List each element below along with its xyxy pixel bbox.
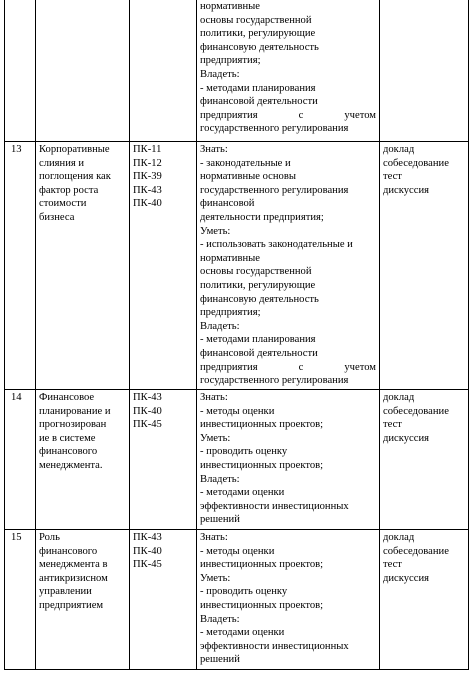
assessment-form: доклад (383, 392, 415, 403)
outcome-line: эффективности инвестиционных (200, 640, 349, 652)
topic-cell (36, 0, 130, 142)
outcome-line: нормативные (200, 1, 260, 12)
word: учетом (344, 109, 376, 121)
topic-cell (36, 142, 130, 390)
outcome-line: государственного регулирования (200, 375, 349, 387)
topic-line: менеджмента в (39, 559, 108, 571)
competency-code: ПК-43 (133, 392, 162, 403)
outcome-line: Владеть: (200, 320, 240, 332)
outcome-line: Знать: (200, 532, 228, 543)
outcome-line: финансовой деятельности (200, 96, 318, 108)
topic-line: фактор роста (39, 184, 99, 196)
competency-codes-cell (130, 390, 197, 530)
assessment-form: собеседование (383, 545, 449, 557)
competency-code: ПК-39 (133, 171, 162, 183)
assessment-form: дискуссия (383, 184, 430, 196)
learning-outcomes-cell (197, 390, 380, 530)
outcome-line: финансовую деятельность (200, 293, 319, 305)
table-row (5, 530, 469, 670)
assessment-forms-cell (380, 142, 469, 390)
topic-line: поглощения как (39, 171, 111, 183)
outcome-line: Уметь: (200, 432, 231, 444)
topic-line: антикризисном (39, 572, 108, 584)
outcome-line: финансовой (200, 198, 255, 210)
row-number: 15 (5, 530, 36, 670)
row-number: 14 (5, 390, 36, 530)
outcome-line: - проводить оценку (200, 446, 288, 458)
topic-line: слияния и (39, 157, 85, 169)
outcome-line: Знать: (200, 144, 228, 155)
outcome-line: - методами оценки (200, 627, 285, 639)
topic-line: планирование и (39, 405, 111, 417)
table-body (5, 0, 469, 670)
competency-code: ПК-45 (133, 559, 162, 571)
competency-codes-cell (130, 530, 197, 670)
topic-cell (36, 390, 130, 530)
outcome-line: нормативные основы (200, 171, 296, 183)
outcome-line: - методы оценки (200, 405, 275, 417)
outcome-line: деятельности предприятия; (200, 211, 324, 223)
outcome-line: предприятия; (200, 307, 261, 319)
topic-line: Роль (39, 532, 60, 543)
assessment-form: доклад (383, 144, 415, 155)
competency-code: ПК-43 (133, 532, 162, 543)
outcome-line: решений (200, 654, 240, 666)
outcome-line: - проводить оценку (200, 586, 288, 598)
word: с (298, 361, 304, 373)
outcome-line: эффективности инвестиционных (200, 500, 349, 512)
topic-cell (36, 530, 130, 670)
competency-table (4, 0, 469, 670)
outcome-line: - методами планирования (200, 334, 316, 346)
outcome-line: государственного регулирования (200, 184, 349, 196)
outcome-line: основы государственной (200, 14, 312, 26)
topic-line: финансового (39, 545, 98, 557)
assessment-form: тест (383, 559, 402, 571)
competency-codes-cell (130, 0, 197, 142)
competency-code: ПК-40 (133, 198, 162, 210)
outcome-line: Знать: (200, 392, 228, 403)
assessment-forms-cell (380, 390, 469, 530)
topic-line: стоимости (39, 198, 87, 210)
learning-outcomes-cell (197, 142, 380, 390)
table-row (5, 390, 469, 530)
outcome-line: Владеть: (200, 613, 240, 625)
topic-line: прогнозирован (39, 419, 107, 431)
outcome-line: Уметь: (200, 572, 231, 584)
word: предприятия (200, 361, 258, 373)
table-row (5, 142, 469, 390)
outcome-line: инвестиционных проектов; (200, 599, 324, 611)
outcome-line: - методами оценки (200, 487, 285, 499)
word: с (298, 109, 304, 121)
assessment-form: доклад (383, 532, 415, 543)
outcome-line (200, 109, 376, 123)
assessment-form: дискуссия (383, 432, 430, 444)
assessment-forms-cell (380, 530, 469, 670)
outcome-line: государственного регулирования (200, 123, 349, 135)
competency-code: ПК-40 (133, 545, 162, 557)
outcome-line: нормативные (200, 252, 260, 264)
outcome-line: инвестиционных проектов; (200, 559, 324, 571)
outcome-line: - методы оценки (200, 545, 275, 557)
outcome-line: инвестиционных проектов; (200, 419, 324, 431)
topic-line: менеджмента. (39, 459, 103, 471)
outcome-line: Владеть: (200, 473, 240, 485)
outcome-line: Уметь: (200, 225, 231, 237)
outcome-line: - использовать законодательные и (200, 239, 353, 251)
word: учетом (344, 361, 376, 373)
competency-code: ПК-43 (133, 184, 162, 196)
outcome-line: Владеть: (200, 68, 240, 80)
outcome-line: финансовую деятельность (200, 41, 319, 53)
outcome-line: политики, регулирующие (200, 28, 316, 40)
outcome-line: финансовой деятельности (200, 347, 318, 359)
topic-line: Финансовое (39, 392, 95, 403)
outcome-line: решений (200, 514, 240, 526)
assessment-form: дискуссия (383, 572, 430, 584)
assessment-forms-cell (380, 0, 469, 142)
outcome-line: предприятия; (200, 55, 261, 67)
outcome-line: инвестиционных проектов; (200, 459, 324, 471)
competency-code: ПК-11 (133, 144, 162, 155)
outcome-line: политики, регулирующие (200, 279, 316, 291)
topic-line: предприятием (39, 599, 104, 611)
topic-line: финансового (39, 446, 98, 458)
outcome-line: основы государственной (200, 266, 312, 278)
learning-outcomes-cell (197, 0, 380, 142)
outcome-line: - законодательные и (200, 157, 291, 169)
topic-line: управлении (39, 586, 92, 598)
assessment-form: тест (383, 171, 402, 183)
competency-code: ПК-40 (133, 405, 162, 417)
topic-line: ие в системе (39, 432, 96, 444)
assessment-form: собеседование (383, 405, 449, 417)
outcome-line (200, 361, 376, 375)
row-number: 13 (5, 142, 36, 390)
word: предприятия (200, 109, 258, 121)
assessment-form: тест (383, 419, 402, 431)
table-row (5, 0, 469, 142)
assessment-form: собеседование (383, 157, 449, 169)
topic-line: Корпоративные (39, 144, 110, 155)
competency-code: ПК-12 (133, 157, 162, 169)
competency-code: ПК-45 (133, 419, 162, 431)
row-number (5, 0, 36, 142)
competency-codes-cell (130, 142, 197, 390)
learning-outcomes-cell (197, 530, 380, 670)
topic-line: бизнеса (39, 211, 75, 223)
outcome-line: - методами планирования (200, 82, 316, 94)
